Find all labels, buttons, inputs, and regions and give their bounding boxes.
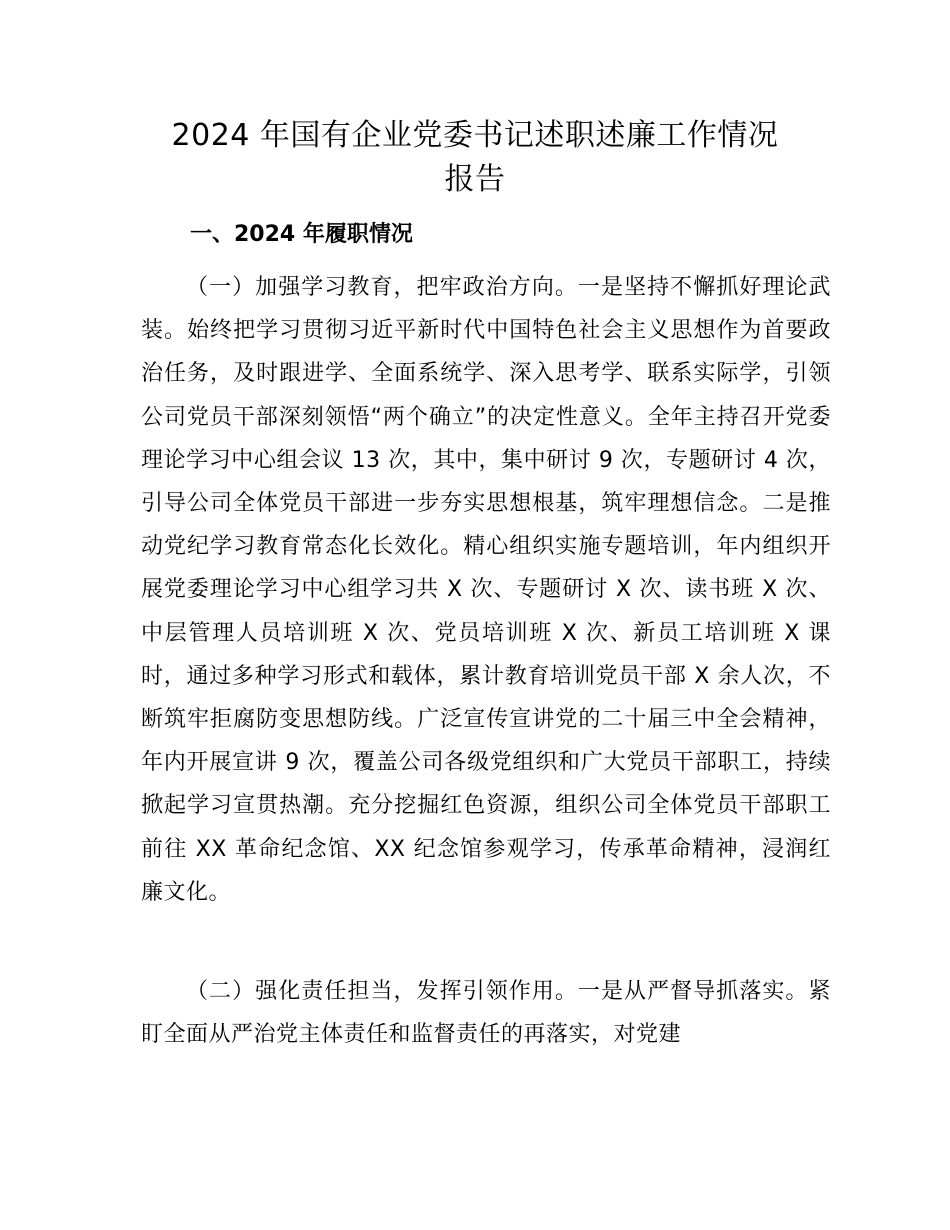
body-paragraph-1: （一）加强学习教育，把牢政治方向。一是坚持不懈抓好理论武装。始终把学习贯彻习近平新时代中国特色社会主义思想作为首要政治任务，及时跟进学、全面系统学、深入思考学、联系实际学，引领公司党员干部深刻领悟“两个确立”的决定性意义。全年主持召开党委理论学习中心组会议 13 次，其中，集中研讨 9 次，专题研讨 4 次，引导公司全体党员干部进一步夯实思想根基，筑牢理想信念。二是推动党纪学习教育常态化长效化。精心组织实施专题培训，年内组织开展党委理论学习中心组学习共 X 次、专题研讨 X 次、读书班 X 次、中层管理人员培训班 X 次、党员培训班 X 次、新员工培训班 X 课时，通过多种学习形式和载体，累计教育培训党员干部 X 余人次，不断筑牢拒腐防变思想防线。广泛宣传宣讲党的二十届三中全会精神，年内开展宣讲 9 次，覆盖公司各级党组织和广大党员干部职工，持续掀起学习宣贯热潮。充分挖掘红色资源，组织公司全体党员干部职工前往 XX 革命纪念馆、XX 纪念馆参观学习，传承革命精神，浸润红廉文化。 xyxy=(141,275,831,905)
body-paragraph-2: （二）强化责任担当，发挥引领作用。一是从严督导抓落实。紧盯全面从严治党主体责任和监督责任的再落实，对党建 xyxy=(141,979,831,1048)
document-title-line2: 报告 xyxy=(444,162,506,197)
section-heading: 一、2024 年履职情况 xyxy=(190,222,413,247)
document-title-line1: 2024 年国有企业党委书记述职述廉工作情况 xyxy=(171,118,779,153)
